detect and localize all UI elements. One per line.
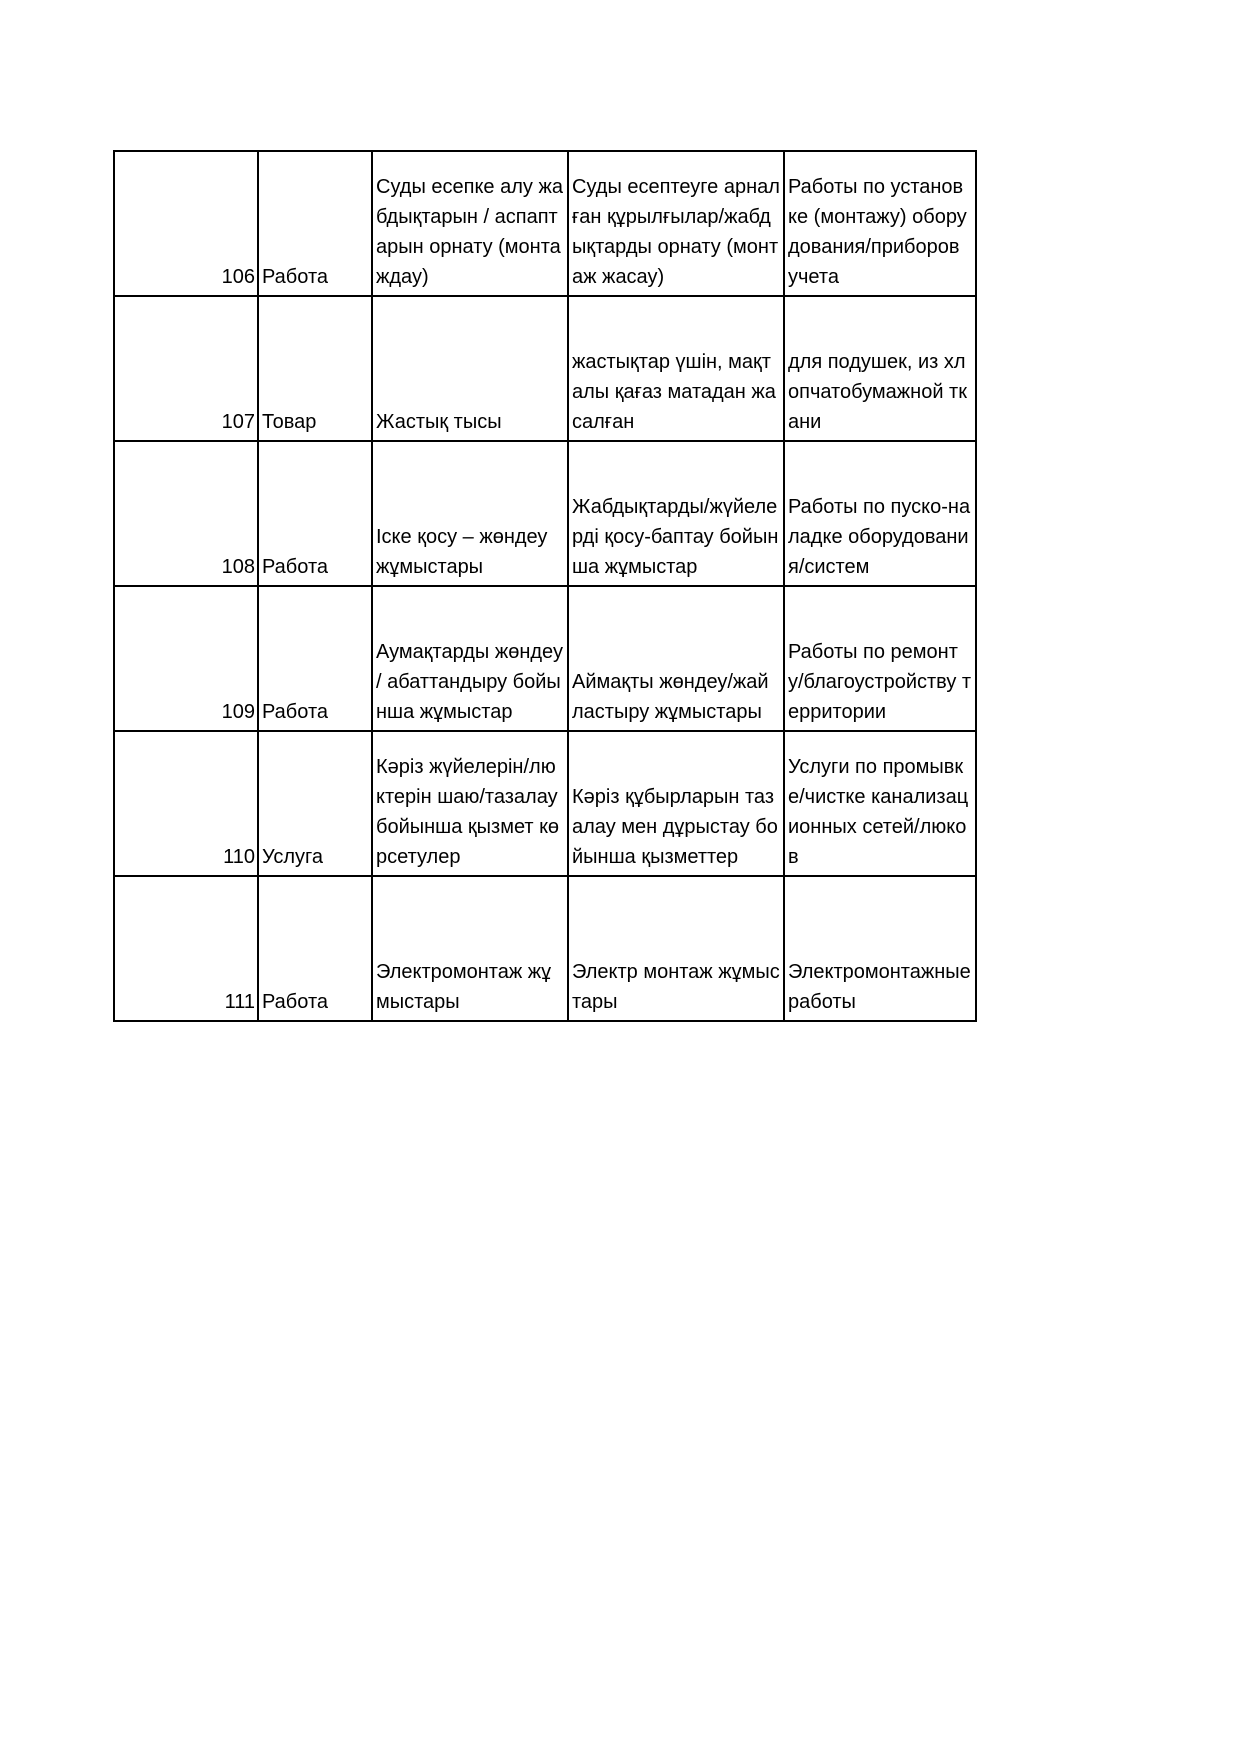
- row-name-kz: Электромонтаж жұмыстары: [372, 876, 568, 1021]
- row-type: Работа: [258, 586, 372, 731]
- row-type: Работа: [258, 151, 372, 296]
- row-desc-kz: Кәріз құбырларын тазалау мен дұрыстау бойынша қызметтер: [568, 731, 784, 876]
- row-name-kz: Кәріз жүйелерін/люктерін шаю/тазалау бойынша қызмет көрсетулер: [372, 731, 568, 876]
- row-desc-kz: жастықтар үшін, мақталы қағаз матадан жасалған: [568, 296, 784, 441]
- row-name-kz: Аумақтарды жөндеу / абаттандыру бойынша жұмыстар: [372, 586, 568, 731]
- row-type: Работа: [258, 441, 372, 586]
- row-desc-ru: Работы по установке (монтажу) оборудования/приборов учета: [784, 151, 976, 296]
- row-number: 106: [114, 151, 258, 296]
- row-name-kz: Суды есепке алу жабдықтарын / аспаптарын орнату (монтаждау): [372, 151, 568, 296]
- row-type: Товар: [258, 296, 372, 441]
- table-row: [114, 296, 976, 441]
- row-desc-ru: Услуги по промывке/чистке канализационных сетей/люков: [784, 731, 976, 876]
- table-row: [114, 586, 976, 731]
- row-desc-ru: Электромонтажные работы: [784, 876, 976, 1021]
- row-desc-ru: для подушек, из хлопчатобумажной ткани: [784, 296, 976, 441]
- row-desc-kz: Электр монтаж жұмыстары: [568, 876, 784, 1021]
- row-number: 111: [114, 876, 258, 1021]
- row-number: 107: [114, 296, 258, 441]
- row-desc-kz: Суды есептеуге арналған құрылғылар/жабдықтарды орнату (монтаж жасау): [568, 151, 784, 296]
- row-name-kz: Іске қосу – жөндеу жұмыстары: [372, 441, 568, 586]
- row-number: 110: [114, 731, 258, 876]
- table-row: [114, 731, 976, 876]
- table-row: [114, 441, 976, 586]
- row-number: 108: [114, 441, 258, 586]
- row-type: Работа: [258, 876, 372, 1021]
- row-desc-ru: Работы по пуско-наладке оборудования/систем: [784, 441, 976, 586]
- row-type: Услуга: [258, 731, 372, 876]
- table-row: [114, 151, 976, 296]
- row-number: 109: [114, 586, 258, 731]
- row-desc-kz: Жабдықтарды/жүйелерді қосу-баптау бойынша жұмыстар: [568, 441, 784, 586]
- items-table: [113, 150, 977, 1022]
- table-row: [114, 876, 976, 1021]
- row-desc-kz: Аймақты жөндеу/жайластыру жұмыстары: [568, 586, 784, 731]
- row-desc-ru: Работы по ремонту/благоустройству территории: [784, 586, 976, 731]
- row-name-kz: Жастық тысы: [372, 296, 568, 441]
